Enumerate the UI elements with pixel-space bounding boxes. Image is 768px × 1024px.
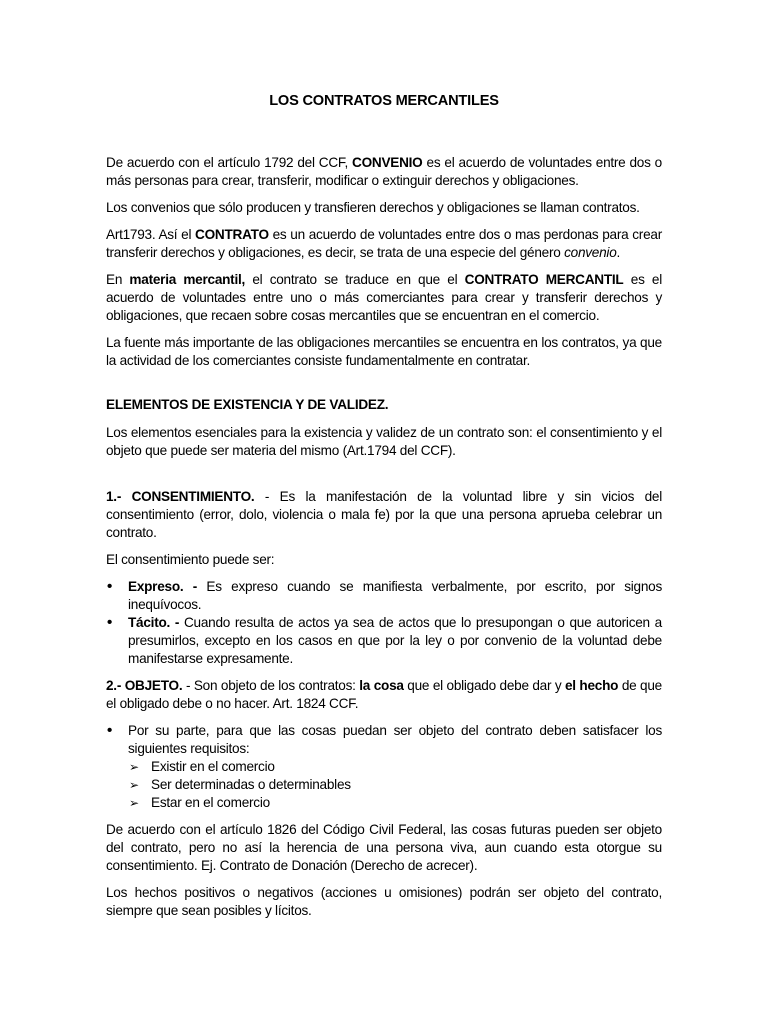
text: el contrato se traduce en que el [245,272,465,287]
paragraph-consentimiento [106,488,662,542]
section-heading: ELEMENTOS DE EXISTENCIA Y DE VALIDEZ. [106,397,389,412]
list-item-text: Es expreso cuando se manifiesta verbalmente, por escrito, por signos inequívocos. [128,579,662,612]
list-item-term: Tácito. - [128,615,180,630]
paragraph-fuente: La fuente más importante de las obligaciones mercantiles se encuentra en los contratos, ya que la actividad de los comerciantes consiste fundamentalmente en contratar. [106,335,662,368]
requirements-list [106,722,662,812]
term-materia-mercantil: materia mercantil, [129,272,246,287]
paragraph-elementos: Los elementos esenciales para la existencia y validez de un contrato son: el consentimiento y el objeto que puede ser materia del mismo (Art.1794 del CCF). [106,425,662,458]
text: De acuerdo con el artículo 1792 del CCF, [106,155,352,170]
paragraph-contrato [106,226,662,262]
paragraph-consentimiento-tipos: El consentimiento puede ser: [106,552,275,567]
sublist-item-text: Ser determinadas o determinables [151,777,351,792]
text: que el obligado debe dar y [403,678,565,693]
text: . [616,245,621,260]
text: Art1793. Así el [106,227,196,242]
text: - Son objeto de los contratos: [182,678,360,693]
term-contrato: CONTRATO [195,227,269,242]
paragraph-objeto [106,677,662,713]
bullet-icon: • [107,614,113,631]
list-item [106,722,662,812]
text: es el acuerdo de voluntades entre dos o más personas para crear, transferir, modificar o extinguir derechos y obligaciones. [106,155,662,188]
requirements-sublist [128,758,662,812]
sublist-item-text: Estar en el comercio [151,795,270,810]
paragraph-cosas-futuras: De acuerdo con el artículo 1826 del Código Civil Federal, las cosas futuras pueden ser objeto del contrato, pero no así la herencia de una persona viva, aun cuando esta otorgue su consentimiento. Ej. Contrato de Donación (Derecho de acrecer). [106,822,662,873]
heading-consentimiento: 1.- CONSENTIMIENTO. [106,489,255,504]
sublist-item-text: Existir en el comercio [151,759,275,774]
paragraph-contratos: Los convenios que sólo producen y transfieren derechos y obligaciones se llaman contratos. [106,200,640,215]
text: de que el obligado debe o no hacer. Art. 1824 CCF. [106,678,662,711]
term-contrato-mercantil: CONTRATO MERCANTIL [464,272,624,287]
arrow-bullet-icon: ➢ [129,796,139,810]
paragraph-hechos: Los hechos positivos o negativos (acciones u omisiones) podrán ser objeto del contrato, siempre que sean posibles y lícitos. [106,885,662,918]
term-la-cosa: la cosa [359,678,404,693]
requirements-intro: Por su parte, para que las cosas puedan ser objeto del contrato deben satisfacer los siguientes requisitos: [128,723,662,756]
list-item [106,614,662,668]
heading-objeto: 2.- OBJETO. [106,678,183,693]
bullet-icon: • [107,578,113,595]
text: - Es la manifestación de la voluntad libre y sin vicios del consentimiento (error, dolo, violencia o mala fe) por la que una persona aprueba celebrar un contrato. [106,489,662,540]
paragraph-convenio [106,154,662,190]
sublist-item [128,758,662,776]
arrow-bullet-icon: ➢ [129,760,139,774]
sublist-item [128,776,662,794]
arrow-bullet-icon: ➢ [129,778,139,792]
consent-list [106,578,662,668]
document-title: LOS CONTRATOS MERCANTILES [269,93,499,109]
list-item-text: Cuando resulta de actos ya sea de actos que lo presupongan o que autoricen a presumirlos, excepto en los casos en que por la ley o por convenio de la voluntad debe manifestarse expresamente. [128,615,662,666]
sublist-item [128,794,662,812]
term-convenio-italic: convenio [564,245,617,260]
list-item-term: Expreso. - [128,579,198,594]
bullet-icon: • [107,722,113,739]
text: es el acuerdo de voluntades entre uno o más comerciantes para crear y transferir derechos y obligaciones, que recaen sobre cosas mercantiles que se encuentran en el comercio. [106,272,663,323]
text: En [106,272,130,287]
term-el-hecho: el hecho [565,678,619,693]
paragraph-contrato-mercantil [106,271,662,325]
term-convenio: CONVENIO [352,155,423,170]
list-item [106,578,662,614]
text: es un acuerdo de voluntades entre dos o mas perdonas para crear transferir derechos y obligaciones, es decir, se trata de una especie del género [106,227,662,260]
